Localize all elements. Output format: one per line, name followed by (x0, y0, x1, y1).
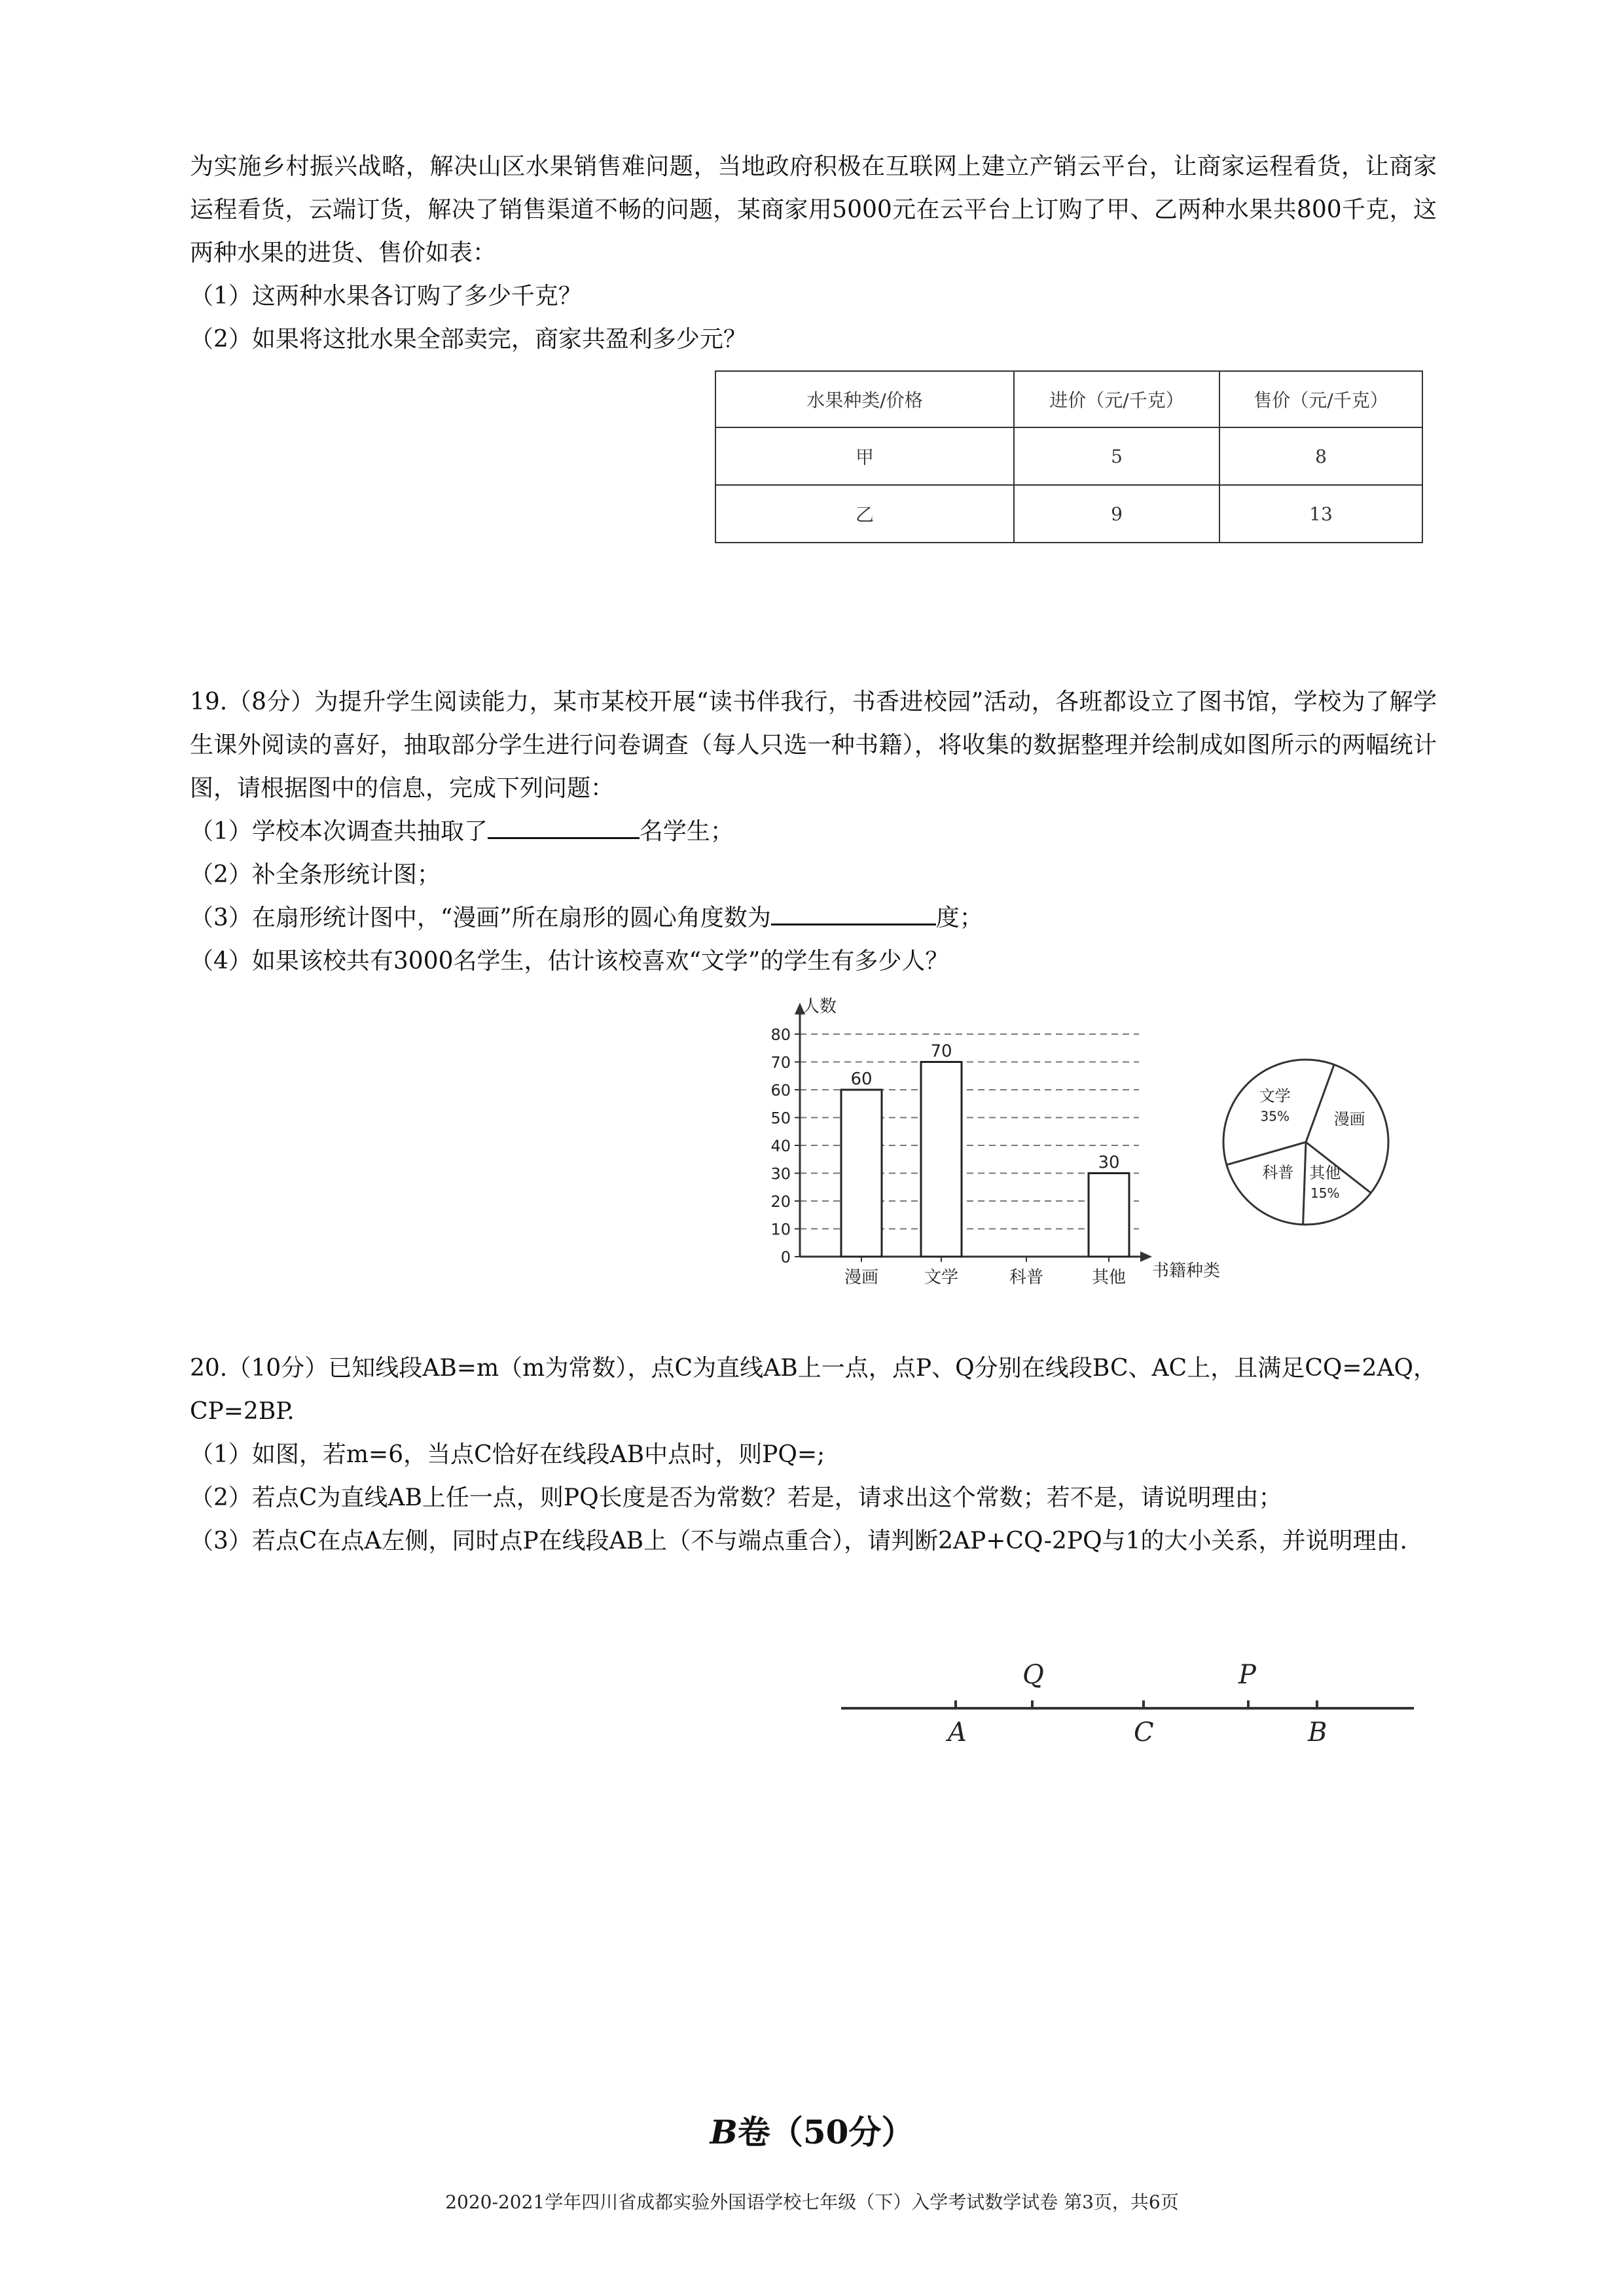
q20-part2: （2）若点C为直线AB上任一点，则PQ长度是否为常数？若是，请求出这个常数；若不是，请说明理由； (190, 1484, 1282, 1511)
q19-intro: 19.（8分）为提升学生阅读能力，某市某校开展“读书伴我行，书香进校园”活动，各班都设立了图书馆，学校为了解学生课外阅读的喜好，抽取部分学生进行问卷调查（每人只选一种书籍），将收集的数据整理并绘制成如图所示的两幅统计图，请根据图中的信息，完成下列问题： (190, 689, 1437, 802)
q19-text (190, 681, 1437, 983)
q20-part3: （3）若点C在点A左侧，同时点P在线段AB上（不与端点重合），请判断2AP+CQ-2PQ与1的大小关系，并说明理由. (190, 1528, 1407, 1554)
price-table (715, 370, 1423, 543)
q19-part3-text: （3）在扇形统计图中，“漫画”所在扇形的圆心角度数为 (190, 905, 771, 931)
page-footer: 2020-2021学年四川省成都实验外国语学校七年级（下）入学考试数学试卷 第3页，共6页 (445, 2191, 1179, 2213)
y-tick-label: 20 (770, 1193, 791, 1211)
bar (921, 1062, 962, 1257)
q19-part3 (190, 897, 1437, 940)
q19-part3-suffix: 度； (935, 905, 983, 931)
table-header-cell: 进价（元/千克） (1014, 371, 1219, 427)
table-header-row (715, 371, 1422, 427)
q18-text (190, 145, 1437, 361)
answer-blank (771, 900, 936, 925)
point-p-label: P (1238, 1660, 1256, 1690)
q19-part2: （2）补全条形统计图； (190, 861, 441, 888)
table-cell: 乙 (715, 485, 1014, 543)
y-tick-label: 50 (770, 1109, 791, 1128)
y-tick-label: 60 (770, 1081, 791, 1100)
x-tick-label: 文学 (924, 1268, 959, 1287)
y-tick-label: 0 (780, 1248, 791, 1266)
y-tick-label: 40 (770, 1137, 791, 1155)
q19-part1-suffix: 名学生； (639, 818, 734, 845)
pie-slice-percent: 35% (1260, 1108, 1290, 1124)
bar (1089, 1174, 1129, 1257)
segment-figure (838, 1649, 1427, 1748)
bar (841, 1090, 882, 1257)
section-letter: B (710, 2113, 738, 2151)
y-tick-label: 10 (770, 1220, 791, 1239)
q18-part2: （2）如果将这批水果全部卖完，商家共盈利多少元？ (190, 326, 747, 353)
point-b-label: B (1308, 1717, 1327, 1748)
section-title-rest: 卷（50分） (737, 2113, 914, 2151)
pie-slice-label: 漫画 (1333, 1109, 1365, 1128)
q19-part1 (190, 810, 1437, 853)
bar-data-label: 30 (1098, 1153, 1120, 1173)
y-tick-label: 70 (770, 1053, 791, 1072)
section-title (0, 2106, 1624, 2153)
pie-slice-label: 其他 (1309, 1163, 1341, 1182)
answer-blank (488, 814, 640, 839)
pie-slice-percent: 15% (1310, 1185, 1340, 1201)
q20-part1: （1）如图，若m=6，当点C恰好在线段AB中点时，则PQ=; (190, 1441, 825, 1468)
x-tick-label: 其他 (1091, 1268, 1127, 1287)
point-q-label: Q (1022, 1660, 1044, 1690)
q19-part1-text: （1）学校本次调查共抽取了 (190, 818, 488, 845)
table-cell: 13 (1219, 485, 1422, 543)
table-cell: 9 (1014, 485, 1219, 543)
q19-part4: （4）如果该校共有3000名学生，估计该校喜欢“文学”的学生有多少人？ (190, 948, 949, 975)
table-header-cell: 水果种类/价格 (715, 371, 1014, 427)
bar-ylabel: 人数 (803, 997, 837, 1016)
q18-part1: （1）这两种水果各订购了多少千克？ (190, 283, 582, 310)
pie-slice-label: 文学 (1259, 1086, 1291, 1105)
q20-intro: 20.（10分）已知线段AB=m（m为常数），点C为直线AB上一点，点P、Q分别在线段BC、AC上，且满足CQ=2AQ，CP=2BP. (190, 1355, 1437, 1425)
table-header-cell: 售价（元/千克） (1219, 371, 1422, 427)
table-cell: 8 (1219, 427, 1422, 485)
bar-data-label: 60 (850, 1069, 873, 1089)
point-c-label: C (1134, 1717, 1154, 1748)
bar-chart (753, 988, 1244, 1296)
bar-xlabel: 书籍种类 (1152, 1261, 1221, 1281)
pie-slice-label: 科普 (1262, 1163, 1294, 1182)
bar-data-label: 70 (930, 1041, 952, 1062)
x-tick-label: 漫画 (844, 1268, 879, 1287)
table-cell: 5 (1014, 427, 1219, 485)
table-row (715, 485, 1422, 543)
y-tick-label: 30 (770, 1164, 791, 1183)
q20-text (190, 1347, 1437, 1563)
table-cell: 甲 (715, 427, 1014, 485)
pie-chart (1218, 1054, 1394, 1230)
x-tick-label: 科普 (1009, 1268, 1044, 1287)
y-tick-label: 80 (770, 1026, 791, 1044)
point-a-label: A (948, 1717, 967, 1748)
q18-intro: 为实施乡村振兴战略，解决山区水果销售难问题，当地政府积极在互联网上建立产销云平台，让商家运程看货，让商家运程看货，云端订货，解决了销售渠道不畅的问题，某商家用5000元在云平台上订购了甲、乙两种水果共800千克，这两种水果的进货、售价如表： (190, 153, 1437, 266)
x-axis-arrow (1140, 1251, 1152, 1262)
table-row (715, 427, 1422, 485)
